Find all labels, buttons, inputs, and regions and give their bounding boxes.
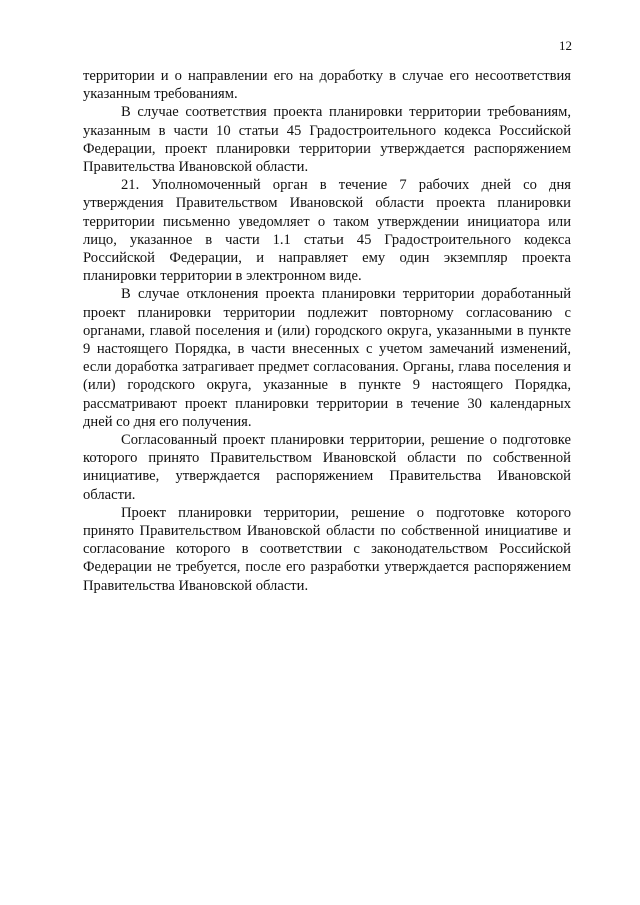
paragraph-rejection-resubmission: В случае отклонения проекта планировки территории доработанный проект планировки территории подлежит повторному согласованию с органами, главой поселения и (или) городского округа, указанными в пункте 9 настоящего Порядка, в части внесенных с учетом замечаний изменений, если доработка затрагивает предмет согласования. Органы, глава поселения и (или) городского округа, указанные в пункте 9 настоящего Порядка, рассматривают проект планировки территории в течение 30 календарных дней со дня его получения. [83, 286, 571, 430]
paragraph-approval-conditions: В случае соответствия проекта планировки территории требованиям, указанным в части 10 статьи 45 Градостроительного кодекса Российской Федерации, проект планировки территории утверждается распоряжением Правительства Ивановской области. [83, 104, 571, 176]
paragraph-continuation: территории и о направлении его на доработку в случае его несоответствия указанным требованиям. [83, 68, 571, 103]
paragraph-agreed-project-approval: Согласованный проект планировки территории, решение о подготовке которого принято Правительством Ивановской области по собственной инициативе, утверждается распоряжением Правительства Ивановской области. [83, 432, 571, 503]
paragraph-item-21: 21. Уполномоченный орган в течение 7 рабочих дней со дня утверждения Правительством Ивановской области проекта планировки территории письменно уведомляет о таком утверждении инициатора или лицо, указанное в части 1.1 статьи 45 Градостроительного кодекса Российской Федерации, и направляет ему один экземпляр проекта планировки территории в электронном виде. [83, 177, 571, 285]
document-body [83, 67, 571, 595]
paragraph-no-agreement-required: Проект планировки территории, решение о подготовке которого принято Правительством Ивановской области по собственной инициативе и согласование которого в соответствии с законодательством Российской Федерации не требуется, после его разработки утверждается распоряжением Правительства Ивановской области. [83, 504, 571, 594]
page-number: 12 [559, 38, 572, 53]
